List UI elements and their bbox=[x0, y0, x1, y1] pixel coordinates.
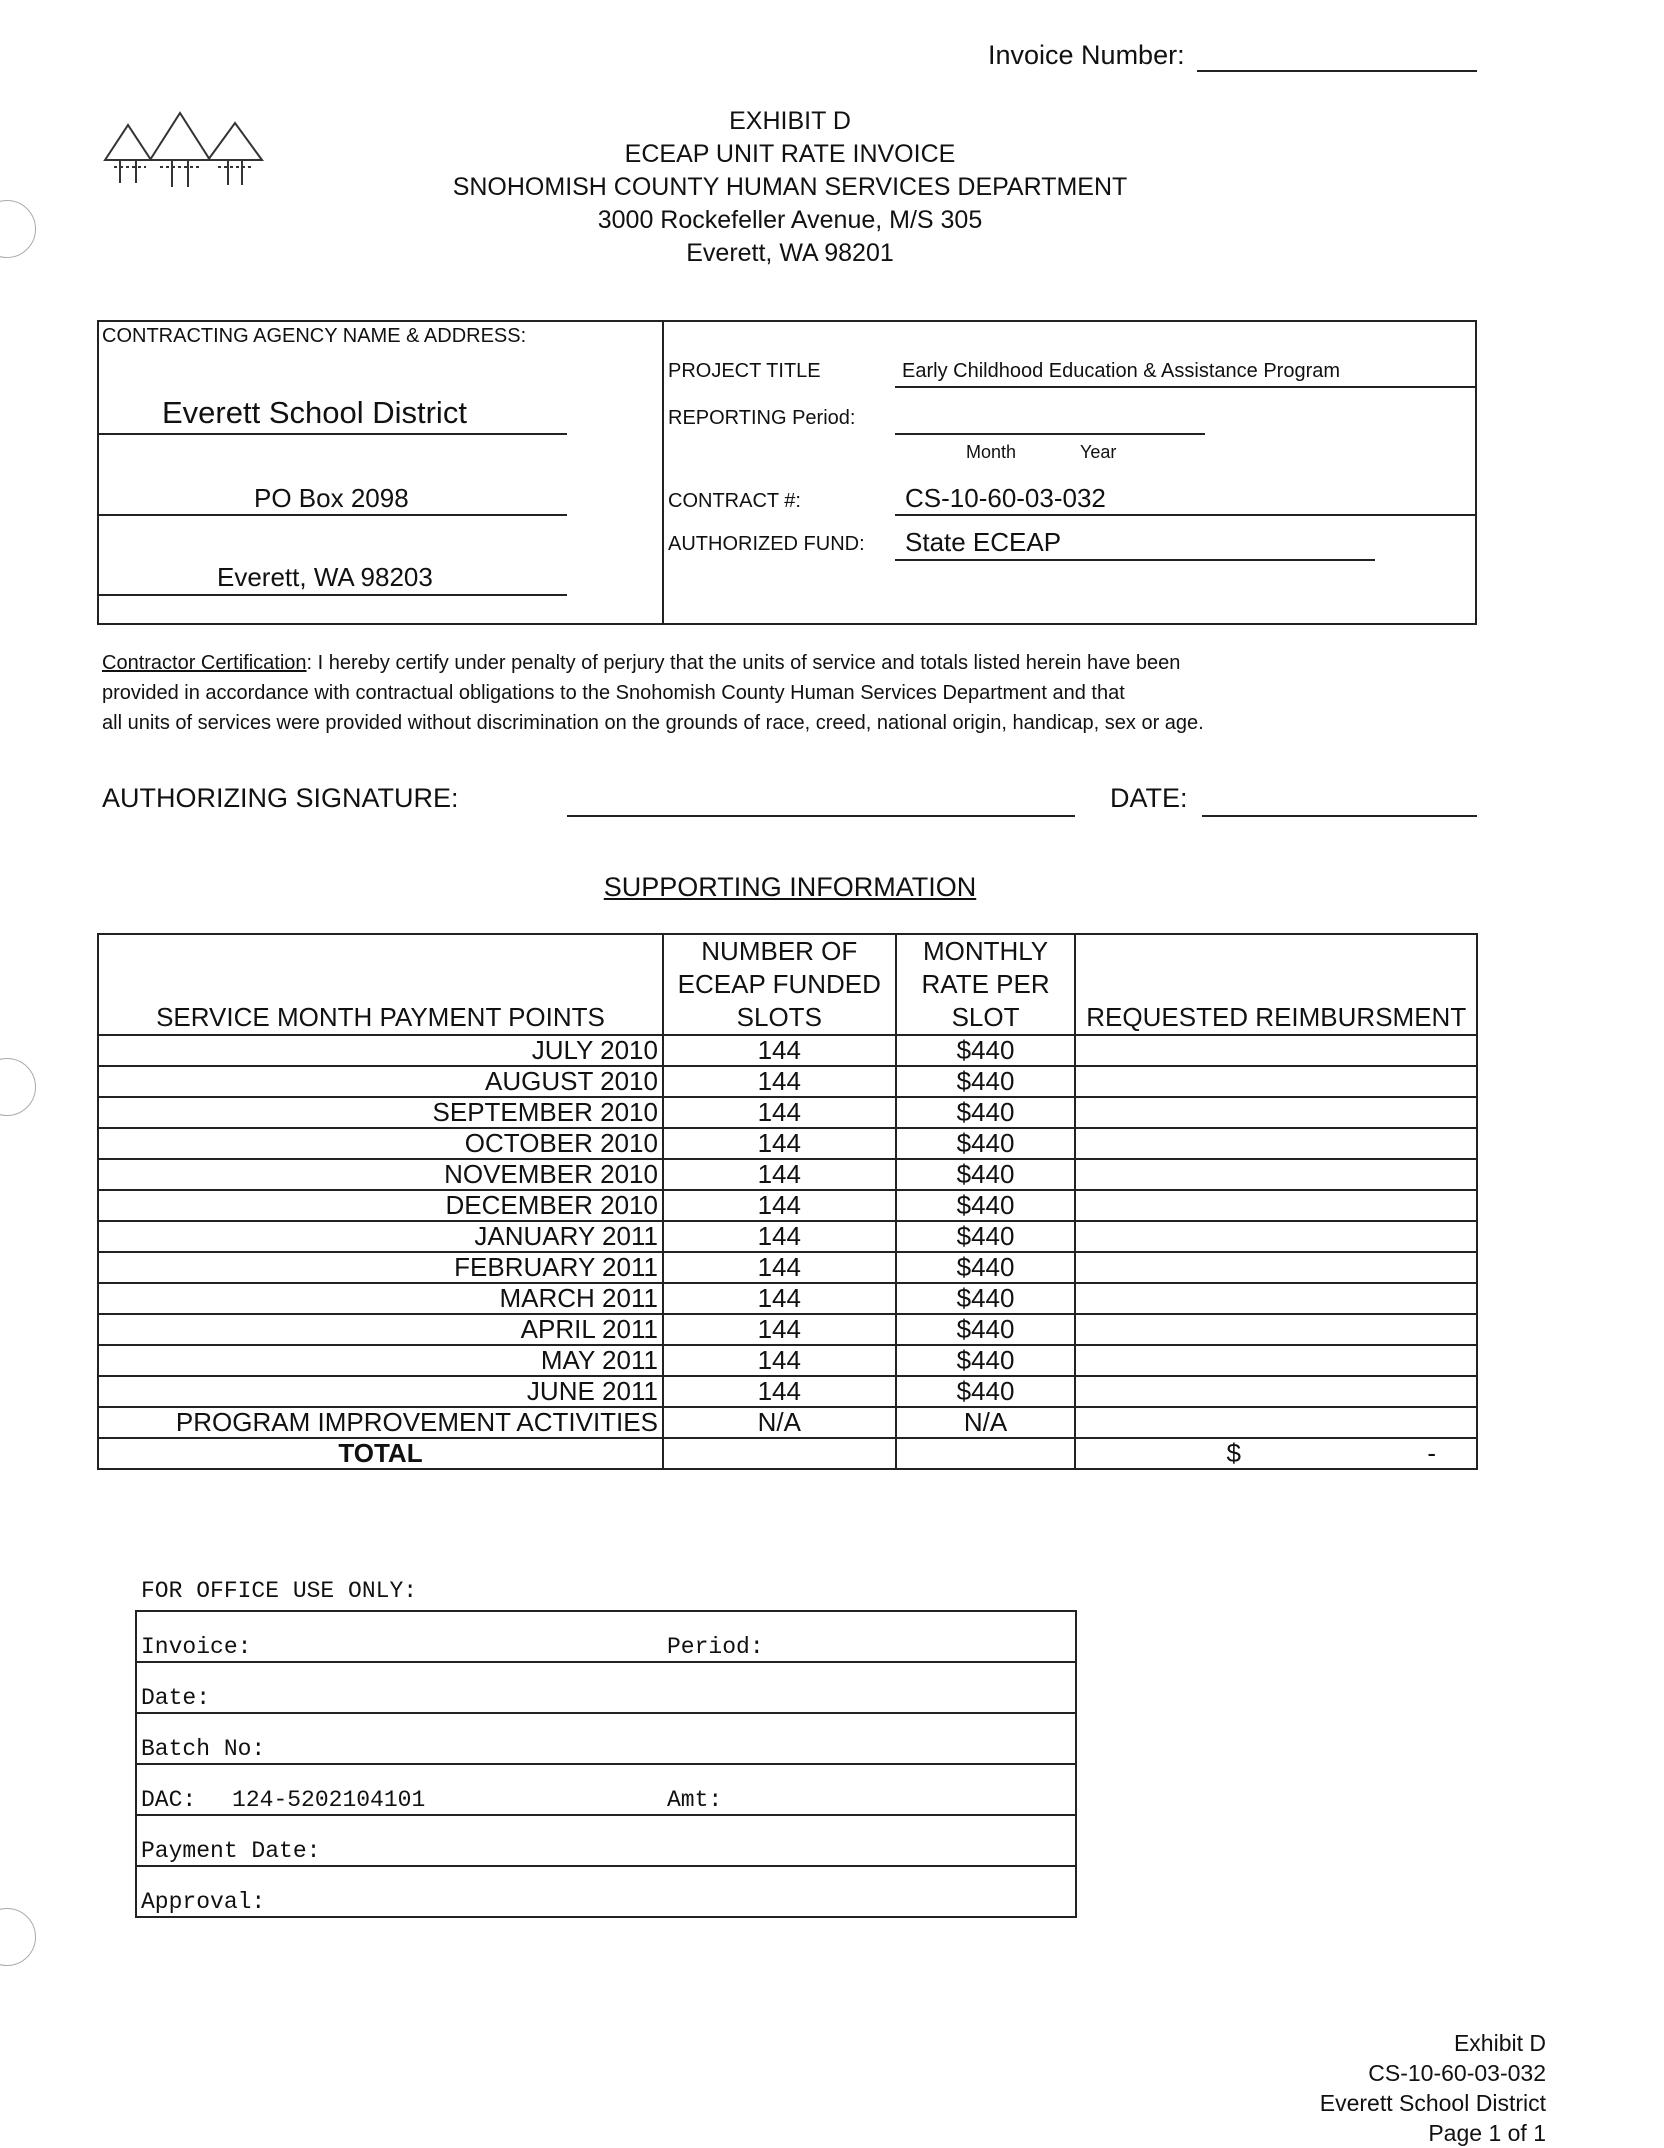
table-row bbox=[98, 1128, 1477, 1159]
department-city: Everett, WA 98201 bbox=[686, 239, 894, 267]
agency-name: Everett School District bbox=[162, 395, 467, 430]
office-row-batch bbox=[136, 1713, 1076, 1764]
header-funded-slots: NUMBER OF ECEAP FUNDED SLOTS bbox=[663, 934, 896, 1035]
invoice-number-field[interactable] bbox=[1197, 70, 1477, 72]
agency-address-2: Everett, WA 98203 bbox=[217, 562, 433, 592]
service-month-cell: JANUARY 2011 bbox=[98, 1221, 663, 1252]
funded-slots-cell: 144 bbox=[663, 1252, 896, 1283]
office-row-approval bbox=[136, 1866, 1076, 1917]
footer-exhibit: Exhibit D bbox=[1453, 2030, 1546, 2056]
table-row bbox=[98, 1407, 1477, 1438]
office-amt-label: Amt: bbox=[667, 1787, 723, 1813]
reporting-period-label: REPORTING Period: bbox=[668, 407, 856, 429]
monthly-rate-cell: $440 bbox=[896, 1283, 1076, 1314]
requested-reimbursement-cell[interactable] bbox=[1075, 1345, 1477, 1376]
total-dash: - bbox=[1427, 1438, 1436, 1468]
authorized-fund-value: State ECEAP bbox=[905, 527, 1062, 557]
service-month-cell: DECEMBER 2010 bbox=[98, 1190, 663, 1221]
project-title-value: Early Childhood Education & Assistance Program bbox=[902, 360, 1341, 382]
requested-reimbursement-cell[interactable] bbox=[1075, 1128, 1477, 1159]
office-row-date bbox=[136, 1662, 1076, 1713]
exhibit-title: EXHIBIT D bbox=[729, 107, 851, 135]
footer-contract: CS-10-60-03-032 bbox=[1368, 2060, 1546, 2086]
table-total-row bbox=[98, 1438, 1477, 1469]
funded-slots-cell: 144 bbox=[663, 1066, 896, 1097]
monthly-rate-cell: $440 bbox=[896, 1128, 1076, 1159]
requested-reimbursement-cell[interactable] bbox=[1075, 1252, 1477, 1283]
authorizing-signature-field[interactable] bbox=[567, 815, 1075, 817]
service-month-cell: MARCH 2011 bbox=[98, 1283, 663, 1314]
funded-slots-cell: 144 bbox=[663, 1159, 896, 1190]
invoice-number-label: Invoice Number: bbox=[988, 40, 1185, 70]
header-requested-reimbursement: REQUESTED REIMBURSMENT bbox=[1075, 934, 1477, 1035]
service-month-cell: AUGUST 2010 bbox=[98, 1066, 663, 1097]
certification-line-3: all units of services were provided without discrimination on the grounds of race, creed, national origin, handicap, sex or age. bbox=[102, 712, 1204, 734]
invoice-title-block bbox=[0, 105, 1580, 270]
funded-slots-cell: N/A bbox=[663, 1407, 896, 1438]
invoice-title: ECEAP UNIT RATE INVOICE bbox=[624, 140, 956, 168]
requested-reimbursement-cell[interactable] bbox=[1075, 1035, 1477, 1066]
office-invoice-label: Invoice: bbox=[141, 1634, 252, 1660]
service-month-cell: APRIL 2011 bbox=[98, 1314, 663, 1345]
table-row bbox=[98, 1159, 1477, 1190]
funded-slots-cell: 144 bbox=[663, 1035, 896, 1066]
table-row bbox=[98, 1345, 1477, 1376]
authorizing-signature-label: AUTHORIZING SIGNATURE: bbox=[102, 783, 459, 813]
monthly-rate-cell: $440 bbox=[896, 1035, 1076, 1066]
contract-line bbox=[895, 514, 1477, 516]
date-label: DATE: bbox=[1110, 783, 1188, 813]
agency-label: CONTRACTING AGENCY NAME & ADDRESS: bbox=[102, 325, 527, 347]
service-month-cell: MAY 2011 bbox=[98, 1345, 663, 1376]
office-row-invoice bbox=[136, 1611, 1076, 1662]
office-use-label: FOR OFFICE USE ONLY: bbox=[141, 1578, 418, 1604]
page-footer bbox=[1320, 2028, 1546, 2148]
office-batch-label: Batch No: bbox=[141, 1736, 266, 1762]
office-payment-date-label: Payment Date: bbox=[141, 1838, 321, 1864]
authorized-fund-line bbox=[895, 559, 1375, 561]
total-slots-cell bbox=[663, 1438, 896, 1469]
funded-slots-cell: 144 bbox=[663, 1314, 896, 1345]
table-header-row bbox=[98, 934, 1477, 1035]
department-address: 3000 Rockefeller Avenue, M/S 305 bbox=[597, 206, 983, 234]
table-row bbox=[98, 1035, 1477, 1066]
requested-reimbursement-cell[interactable] bbox=[1075, 1283, 1477, 1314]
office-approval-label: Approval: bbox=[141, 1889, 266, 1915]
table-row bbox=[98, 1283, 1477, 1314]
reporting-period-field[interactable] bbox=[895, 433, 1205, 435]
monthly-rate-cell: $440 bbox=[896, 1252, 1076, 1283]
table-row bbox=[98, 1376, 1477, 1407]
certification-line-2: provided in accordance with contractual obligations to the Snohomish County Human Services Department and that bbox=[102, 682, 1125, 704]
monthly-rate-cell: $440 bbox=[896, 1376, 1076, 1407]
office-date-field[interactable] bbox=[136, 1662, 1076, 1713]
service-month-cell: NOVEMBER 2010 bbox=[98, 1159, 663, 1190]
table-row bbox=[98, 1221, 1477, 1252]
total-currency: $ bbox=[1226, 1438, 1241, 1468]
requested-reimbursement-cell[interactable] bbox=[1075, 1097, 1477, 1128]
monthly-rate-cell: $440 bbox=[896, 1190, 1076, 1221]
agency-address-1: PO Box 2098 bbox=[254, 483, 409, 513]
office-dac-field[interactable] bbox=[136, 1764, 1076, 1815]
contract-number: CS-10-60-03-032 bbox=[905, 483, 1106, 513]
funded-slots-cell: 144 bbox=[663, 1376, 896, 1407]
table-row bbox=[98, 1314, 1477, 1345]
funded-slots-cell: 144 bbox=[663, 1345, 896, 1376]
table-row bbox=[98, 1190, 1477, 1221]
total-reimbursement-cell[interactable] bbox=[1075, 1438, 1477, 1469]
agency-name-line bbox=[97, 433, 567, 435]
requested-reimbursement-cell[interactable] bbox=[1075, 1159, 1477, 1190]
agency-box-divider bbox=[662, 320, 664, 625]
office-batch-field[interactable] bbox=[136, 1713, 1076, 1764]
office-date-label: Date: bbox=[141, 1685, 211, 1711]
service-month-cell: JULY 2010 bbox=[98, 1035, 663, 1066]
service-month-cell: SEPTEMBER 2010 bbox=[98, 1097, 663, 1128]
date-field[interactable] bbox=[1202, 815, 1477, 817]
funded-slots-cell: 144 bbox=[663, 1221, 896, 1252]
funded-slots-cell: 144 bbox=[663, 1190, 896, 1221]
requested-reimbursement-cell[interactable] bbox=[1075, 1376, 1477, 1407]
requested-reimbursement-cell[interactable] bbox=[1075, 1066, 1477, 1097]
header-monthly-rate: MONTHLY RATE PER SLOT bbox=[896, 934, 1076, 1035]
month-label: Month bbox=[966, 442, 1017, 462]
project-title-line bbox=[895, 386, 1477, 388]
contractor-certification bbox=[102, 648, 1432, 738]
agency-address-line-2 bbox=[97, 594, 567, 596]
monthly-rate-cell: N/A bbox=[896, 1407, 1076, 1438]
footer-page-number: Page 1 of 1 bbox=[1428, 2120, 1546, 2146]
monthly-rate-cell: $440 bbox=[896, 1159, 1076, 1190]
service-month-cell: JUNE 2011 bbox=[98, 1376, 663, 1407]
monthly-rate-cell: $440 bbox=[896, 1066, 1076, 1097]
office-approval-field[interactable] bbox=[136, 1866, 1076, 1917]
contract-label: CONTRACT #: bbox=[668, 490, 801, 512]
funded-slots-cell: 144 bbox=[663, 1283, 896, 1314]
supporting-information-title: SUPPORTING INFORMATION bbox=[603, 872, 977, 902]
funded-slots-cell: 144 bbox=[663, 1097, 896, 1128]
table-row bbox=[98, 1097, 1477, 1128]
authorized-fund-label: AUTHORIZED FUND: bbox=[668, 533, 865, 555]
project-title-label: PROJECT TITLE bbox=[668, 360, 821, 382]
agency-address-line-1 bbox=[97, 514, 567, 516]
service-month-cell: OCTOBER 2010 bbox=[98, 1128, 663, 1159]
requested-reimbursement-cell[interactable] bbox=[1075, 1221, 1477, 1252]
service-month-cell: PROGRAM IMPROVEMENT ACTIVITIES bbox=[98, 1407, 663, 1438]
service-month-cell: FEBRUARY 2011 bbox=[98, 1252, 663, 1283]
office-row-dac bbox=[136, 1764, 1076, 1815]
table-row bbox=[98, 1066, 1477, 1097]
funded-slots-cell: 144 bbox=[663, 1128, 896, 1159]
monthly-rate-cell: $440 bbox=[896, 1314, 1076, 1345]
office-row-payment-date bbox=[136, 1815, 1076, 1866]
year-label: Year bbox=[1080, 442, 1117, 462]
total-label: TOTAL bbox=[98, 1438, 663, 1469]
requested-reimbursement-cell[interactable] bbox=[1075, 1314, 1477, 1345]
office-use-table bbox=[135, 1610, 1077, 1918]
office-payment-date-field[interactable] bbox=[136, 1815, 1076, 1866]
monthly-rate-cell: $440 bbox=[896, 1097, 1076, 1128]
header-service-month: SERVICE MONTH PAYMENT POINTS bbox=[98, 934, 663, 1035]
certification-line-1: : I hereby certify under penalty of perjury that the units of service and totals listed herein have been bbox=[306, 652, 1181, 674]
binder-hole-middle bbox=[0, 1058, 36, 1116]
certification-heading: Contractor Certification bbox=[102, 652, 307, 674]
supporting-information-table bbox=[97, 933, 1478, 1470]
office-dac-value: 124-5202104101 bbox=[232, 1787, 426, 1813]
monthly-rate-cell: $440 bbox=[896, 1345, 1076, 1376]
requested-reimbursement-cell[interactable] bbox=[1075, 1407, 1477, 1438]
total-rate-cell bbox=[896, 1438, 1076, 1469]
table-row bbox=[98, 1252, 1477, 1283]
requested-reimbursement-cell[interactable] bbox=[1075, 1190, 1477, 1221]
footer-agency: Everett School District bbox=[1319, 2090, 1546, 2116]
office-invoice-field[interactable] bbox=[136, 1611, 1076, 1662]
office-period-label: Period: bbox=[667, 1634, 764, 1660]
department-name: SNOHOMISH COUNTY HUMAN SERVICES DEPARTMENT bbox=[452, 173, 1128, 201]
monthly-rate-cell: $440 bbox=[896, 1221, 1076, 1252]
office-dac-label: DAC: bbox=[141, 1787, 197, 1813]
binder-hole-bottom bbox=[0, 1908, 36, 1966]
